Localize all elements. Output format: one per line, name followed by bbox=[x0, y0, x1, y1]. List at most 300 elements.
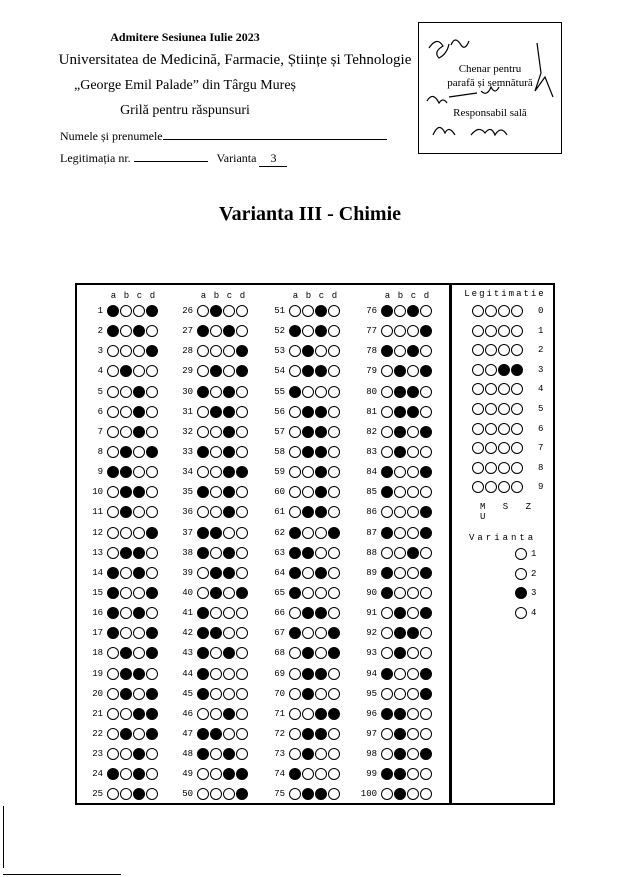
answer-bubble-a[interactable] bbox=[107, 466, 119, 478]
answer-bubble-b[interactable] bbox=[394, 406, 406, 418]
answer-bubble-b[interactable] bbox=[302, 325, 314, 337]
answer-bubble-d[interactable] bbox=[236, 345, 248, 357]
answer-bubble-a[interactable] bbox=[381, 708, 393, 720]
legitimatie-bubble[interactable] bbox=[485, 383, 497, 395]
answer-bubble-b[interactable] bbox=[120, 325, 132, 337]
legitimatie-bubble[interactable] bbox=[485, 403, 497, 415]
answer-bubble-d[interactable] bbox=[146, 325, 158, 337]
answer-bubble-b[interactable] bbox=[120, 386, 132, 398]
answer-bubble-c[interactable] bbox=[315, 426, 327, 438]
answer-bubble-b[interactable] bbox=[394, 386, 406, 398]
answer-bubble-b[interactable] bbox=[394, 647, 406, 659]
answer-bubble-c[interactable] bbox=[407, 386, 419, 398]
answer-bubble-a[interactable] bbox=[289, 708, 301, 720]
answer-bubble-d[interactable] bbox=[236, 647, 248, 659]
answer-bubble-d[interactable] bbox=[328, 365, 340, 377]
answer-bubble-a[interactable] bbox=[107, 426, 119, 438]
answer-bubble-c[interactable] bbox=[133, 486, 145, 498]
answer-bubble-b[interactable] bbox=[120, 506, 132, 518]
answer-bubble-d[interactable] bbox=[146, 345, 158, 357]
answer-bubble-b[interactable] bbox=[120, 728, 132, 740]
answer-bubble-b[interactable] bbox=[302, 466, 314, 478]
answer-bubble-a[interactable] bbox=[197, 668, 209, 680]
legitimatie-bubble[interactable] bbox=[472, 462, 484, 474]
answer-bubble-a[interactable] bbox=[197, 325, 209, 337]
answer-bubble-a[interactable] bbox=[289, 527, 301, 539]
answer-bubble-b[interactable] bbox=[120, 748, 132, 760]
answer-bubble-d[interactable] bbox=[146, 788, 158, 800]
answer-bubble-c[interactable] bbox=[407, 365, 419, 377]
answer-bubble-a[interactable] bbox=[381, 426, 393, 438]
answer-bubble-d[interactable] bbox=[146, 587, 158, 599]
answer-bubble-c[interactable] bbox=[315, 627, 327, 639]
answer-bubble-b[interactable] bbox=[120, 567, 132, 579]
answer-bubble-a[interactable] bbox=[381, 688, 393, 700]
answer-bubble-d[interactable] bbox=[328, 788, 340, 800]
answer-bubble-c[interactable] bbox=[133, 668, 145, 680]
answer-bubble-d[interactable] bbox=[328, 406, 340, 418]
answer-bubble-b[interactable] bbox=[302, 527, 314, 539]
answer-bubble-b[interactable] bbox=[210, 486, 222, 498]
answer-bubble-d[interactable] bbox=[328, 627, 340, 639]
answer-bubble-b[interactable] bbox=[302, 386, 314, 398]
answer-bubble-a[interactable] bbox=[107, 365, 119, 377]
answer-bubble-c[interactable] bbox=[223, 708, 235, 720]
answer-bubble-a[interactable] bbox=[381, 466, 393, 478]
varianta-bubble[interactable] bbox=[515, 607, 527, 619]
answer-bubble-c[interactable] bbox=[133, 627, 145, 639]
answer-bubble-c[interactable] bbox=[315, 708, 327, 720]
answer-bubble-b[interactable] bbox=[302, 647, 314, 659]
answer-bubble-b[interactable] bbox=[394, 305, 406, 317]
answer-bubble-c[interactable] bbox=[223, 527, 235, 539]
legitimatie-bubble[interactable] bbox=[498, 462, 510, 474]
answer-bubble-d[interactable] bbox=[328, 587, 340, 599]
answer-bubble-c[interactable] bbox=[133, 567, 145, 579]
answer-bubble-a[interactable] bbox=[381, 486, 393, 498]
answer-bubble-a[interactable] bbox=[107, 446, 119, 458]
answer-bubble-b[interactable] bbox=[394, 325, 406, 337]
answer-bubble-d[interactable] bbox=[420, 607, 432, 619]
answer-bubble-d[interactable] bbox=[420, 345, 432, 357]
legitimatie-bubble[interactable] bbox=[498, 364, 510, 376]
answer-bubble-b[interactable] bbox=[302, 446, 314, 458]
answer-bubble-a[interactable] bbox=[289, 406, 301, 418]
answer-bubble-a[interactable] bbox=[107, 527, 119, 539]
legitimatie-bubble[interactable] bbox=[511, 305, 523, 317]
answer-bubble-d[interactable] bbox=[236, 527, 248, 539]
answer-bubble-b[interactable] bbox=[210, 527, 222, 539]
answer-bubble-c[interactable] bbox=[407, 788, 419, 800]
answer-bubble-d[interactable] bbox=[328, 668, 340, 680]
answer-bubble-b[interactable] bbox=[210, 708, 222, 720]
answer-bubble-b[interactable] bbox=[302, 708, 314, 720]
answer-bubble-d[interactable] bbox=[420, 688, 432, 700]
answer-bubble-d[interactable] bbox=[420, 708, 432, 720]
answer-bubble-d[interactable] bbox=[420, 406, 432, 418]
name-field[interactable] bbox=[60, 129, 387, 144]
answer-bubble-a[interactable] bbox=[289, 668, 301, 680]
legitimatie-bubble[interactable] bbox=[472, 442, 484, 454]
answer-bubble-b[interactable] bbox=[120, 305, 132, 317]
answer-bubble-a[interactable] bbox=[289, 486, 301, 498]
answer-bubble-b[interactable] bbox=[120, 788, 132, 800]
answer-bubble-c[interactable] bbox=[133, 647, 145, 659]
answer-bubble-d[interactable] bbox=[328, 567, 340, 579]
answer-bubble-b[interactable] bbox=[394, 748, 406, 760]
legitimatie-bubble[interactable] bbox=[498, 481, 510, 493]
answer-bubble-b[interactable] bbox=[302, 768, 314, 780]
answer-bubble-a[interactable] bbox=[107, 688, 119, 700]
answer-bubble-c[interactable] bbox=[223, 627, 235, 639]
answer-bubble-c[interactable] bbox=[315, 486, 327, 498]
answer-bubble-a[interactable] bbox=[107, 325, 119, 337]
answer-bubble-b[interactable] bbox=[394, 688, 406, 700]
answer-bubble-c[interactable] bbox=[407, 486, 419, 498]
answer-bubble-a[interactable] bbox=[289, 688, 301, 700]
answer-bubble-b[interactable] bbox=[394, 788, 406, 800]
answer-bubble-a[interactable] bbox=[381, 446, 393, 458]
answer-bubble-b[interactable] bbox=[120, 768, 132, 780]
answer-bubble-b[interactable] bbox=[394, 668, 406, 680]
answer-bubble-d[interactable] bbox=[236, 607, 248, 619]
answer-bubble-b[interactable] bbox=[120, 426, 132, 438]
answer-bubble-b[interactable] bbox=[210, 607, 222, 619]
answer-bubble-c[interactable] bbox=[223, 788, 235, 800]
answer-bubble-b[interactable] bbox=[302, 607, 314, 619]
answer-bubble-c[interactable] bbox=[223, 587, 235, 599]
name-blank[interactable] bbox=[163, 129, 387, 140]
legitimatie-bubble[interactable] bbox=[472, 423, 484, 435]
answer-bubble-b[interactable] bbox=[210, 567, 222, 579]
answer-bubble-a[interactable] bbox=[107, 768, 119, 780]
answer-bubble-c[interactable] bbox=[133, 728, 145, 740]
answer-bubble-b[interactable] bbox=[302, 688, 314, 700]
answer-bubble-d[interactable] bbox=[146, 426, 158, 438]
answer-bubble-c[interactable] bbox=[407, 668, 419, 680]
answer-bubble-b[interactable] bbox=[120, 547, 132, 559]
answer-bubble-a[interactable] bbox=[289, 768, 301, 780]
answer-bubble-b[interactable] bbox=[394, 587, 406, 599]
answer-bubble-b[interactable] bbox=[394, 426, 406, 438]
answer-bubble-d[interactable] bbox=[328, 466, 340, 478]
legitimatie-bubble[interactable] bbox=[485, 481, 497, 493]
answer-bubble-d[interactable] bbox=[328, 446, 340, 458]
answer-bubble-c[interactable] bbox=[407, 748, 419, 760]
answer-bubble-b[interactable] bbox=[302, 426, 314, 438]
answer-bubble-a[interactable] bbox=[381, 587, 393, 599]
answer-bubble-c[interactable] bbox=[223, 345, 235, 357]
answer-bubble-a[interactable] bbox=[197, 688, 209, 700]
answer-bubble-a[interactable] bbox=[197, 486, 209, 498]
answer-bubble-a[interactable] bbox=[381, 788, 393, 800]
answer-bubble-c[interactable] bbox=[133, 426, 145, 438]
answer-bubble-b[interactable] bbox=[302, 486, 314, 498]
answer-bubble-d[interactable] bbox=[146, 748, 158, 760]
answer-bubble-c[interactable] bbox=[133, 386, 145, 398]
answer-bubble-d[interactable] bbox=[146, 466, 158, 478]
answer-bubble-c[interactable] bbox=[407, 688, 419, 700]
answer-bubble-d[interactable] bbox=[236, 567, 248, 579]
answer-bubble-c[interactable] bbox=[407, 708, 419, 720]
answer-bubble-b[interactable] bbox=[394, 486, 406, 498]
answer-bubble-b[interactable] bbox=[394, 446, 406, 458]
answer-bubble-a[interactable] bbox=[197, 567, 209, 579]
answer-bubble-b[interactable] bbox=[210, 748, 222, 760]
answer-bubble-d[interactable] bbox=[146, 527, 158, 539]
answer-bubble-b[interactable] bbox=[302, 668, 314, 680]
answer-bubble-a[interactable] bbox=[289, 426, 301, 438]
answer-bubble-b[interactable] bbox=[210, 305, 222, 317]
answer-bubble-d[interactable] bbox=[146, 688, 158, 700]
answer-bubble-a[interactable] bbox=[107, 668, 119, 680]
answer-bubble-c[interactable] bbox=[315, 527, 327, 539]
answer-bubble-a[interactable] bbox=[197, 728, 209, 740]
answer-bubble-a[interactable] bbox=[381, 547, 393, 559]
answer-bubble-c[interactable] bbox=[315, 587, 327, 599]
answer-bubble-a[interactable] bbox=[197, 527, 209, 539]
answer-bubble-c[interactable] bbox=[407, 305, 419, 317]
answer-bubble-c[interactable] bbox=[407, 406, 419, 418]
answer-bubble-d[interactable] bbox=[236, 406, 248, 418]
answer-bubble-b[interactable] bbox=[394, 768, 406, 780]
answer-bubble-b[interactable] bbox=[210, 788, 222, 800]
answer-bubble-a[interactable] bbox=[381, 386, 393, 398]
answer-bubble-b[interactable] bbox=[210, 688, 222, 700]
answer-bubble-b[interactable] bbox=[120, 587, 132, 599]
answer-bubble-d[interactable] bbox=[328, 325, 340, 337]
answer-bubble-c[interactable] bbox=[315, 547, 327, 559]
answer-bubble-b[interactable] bbox=[394, 527, 406, 539]
answer-bubble-c[interactable] bbox=[315, 728, 327, 740]
answer-bubble-d[interactable] bbox=[420, 768, 432, 780]
answer-bubble-a[interactable] bbox=[107, 386, 119, 398]
answer-bubble-b[interactable] bbox=[302, 748, 314, 760]
answer-bubble-d[interactable] bbox=[236, 305, 248, 317]
answer-bubble-d[interactable] bbox=[420, 567, 432, 579]
answer-bubble-b[interactable] bbox=[302, 587, 314, 599]
answer-bubble-b[interactable] bbox=[302, 506, 314, 518]
answer-bubble-c[interactable] bbox=[223, 668, 235, 680]
answer-bubble-b[interactable] bbox=[210, 768, 222, 780]
answer-bubble-d[interactable] bbox=[328, 547, 340, 559]
answer-bubble-a[interactable] bbox=[107, 607, 119, 619]
answer-bubble-c[interactable] bbox=[133, 345, 145, 357]
answer-bubble-b[interactable] bbox=[302, 547, 314, 559]
answer-bubble-c[interactable] bbox=[223, 567, 235, 579]
answer-bubble-c[interactable] bbox=[315, 305, 327, 317]
legitimatie-bubble[interactable] bbox=[485, 344, 497, 356]
answer-bubble-d[interactable] bbox=[146, 547, 158, 559]
answer-bubble-d[interactable] bbox=[236, 587, 248, 599]
answer-bubble-d[interactable] bbox=[420, 506, 432, 518]
legitimatie-bubble[interactable] bbox=[472, 383, 484, 395]
answer-bubble-d[interactable] bbox=[328, 768, 340, 780]
legitimatie-bubble[interactable] bbox=[472, 481, 484, 493]
answer-bubble-d[interactable] bbox=[328, 345, 340, 357]
answer-bubble-c[interactable] bbox=[223, 365, 235, 377]
answer-bubble-d[interactable] bbox=[328, 607, 340, 619]
answer-bubble-c[interactable] bbox=[133, 768, 145, 780]
answer-bubble-b[interactable] bbox=[120, 486, 132, 498]
answer-bubble-a[interactable] bbox=[107, 567, 119, 579]
answer-bubble-b[interactable] bbox=[210, 647, 222, 659]
answer-bubble-a[interactable] bbox=[197, 647, 209, 659]
answer-bubble-d[interactable] bbox=[328, 426, 340, 438]
answer-bubble-b[interactable] bbox=[210, 728, 222, 740]
answer-bubble-c[interactable] bbox=[407, 647, 419, 659]
answer-bubble-d[interactable] bbox=[420, 668, 432, 680]
answer-bubble-b[interactable] bbox=[302, 365, 314, 377]
answer-bubble-d[interactable] bbox=[146, 708, 158, 720]
answer-bubble-a[interactable] bbox=[381, 345, 393, 357]
legitimatie-bubble[interactable] bbox=[485, 364, 497, 376]
answer-bubble-a[interactable] bbox=[381, 527, 393, 539]
answer-bubble-a[interactable] bbox=[197, 305, 209, 317]
answer-bubble-a[interactable] bbox=[289, 466, 301, 478]
answer-bubble-c[interactable] bbox=[315, 748, 327, 760]
answer-bubble-b[interactable] bbox=[394, 607, 406, 619]
answer-bubble-a[interactable] bbox=[289, 607, 301, 619]
answer-bubble-a[interactable] bbox=[197, 426, 209, 438]
answer-bubble-a[interactable] bbox=[289, 547, 301, 559]
legitimatie-bubble[interactable] bbox=[511, 423, 523, 435]
answer-bubble-d[interactable] bbox=[146, 365, 158, 377]
answer-bubble-d[interactable] bbox=[420, 446, 432, 458]
answer-bubble-c[interactable] bbox=[223, 728, 235, 740]
answer-bubble-c[interactable] bbox=[133, 325, 145, 337]
answer-bubble-c[interactable] bbox=[133, 547, 145, 559]
answer-bubble-c[interactable] bbox=[133, 587, 145, 599]
answer-bubble-a[interactable] bbox=[289, 788, 301, 800]
answer-bubble-b[interactable] bbox=[120, 607, 132, 619]
answer-bubble-d[interactable] bbox=[420, 305, 432, 317]
answer-bubble-a[interactable] bbox=[107, 627, 119, 639]
answer-bubble-a[interactable] bbox=[197, 365, 209, 377]
answer-bubble-c[interactable] bbox=[223, 325, 235, 337]
answer-bubble-c[interactable] bbox=[315, 567, 327, 579]
answer-bubble-d[interactable] bbox=[236, 446, 248, 458]
answer-bubble-a[interactable] bbox=[289, 386, 301, 398]
legitimatie-bubble[interactable] bbox=[485, 462, 497, 474]
varianta-bubble[interactable] bbox=[515, 548, 527, 560]
answer-bubble-b[interactable] bbox=[302, 567, 314, 579]
answer-bubble-a[interactable] bbox=[107, 547, 119, 559]
answer-bubble-d[interactable] bbox=[420, 627, 432, 639]
answer-bubble-a[interactable] bbox=[381, 365, 393, 377]
answer-bubble-d[interactable] bbox=[236, 506, 248, 518]
answer-bubble-d[interactable] bbox=[236, 365, 248, 377]
answer-bubble-a[interactable] bbox=[381, 768, 393, 780]
answer-bubble-c[interactable] bbox=[315, 325, 327, 337]
answer-bubble-d[interactable] bbox=[420, 466, 432, 478]
answer-bubble-b[interactable] bbox=[210, 627, 222, 639]
answer-bubble-d[interactable] bbox=[420, 788, 432, 800]
answer-bubble-d[interactable] bbox=[146, 486, 158, 498]
answer-bubble-d[interactable] bbox=[420, 647, 432, 659]
answer-bubble-c[interactable] bbox=[407, 728, 419, 740]
answer-bubble-c[interactable] bbox=[223, 486, 235, 498]
answer-bubble-a[interactable] bbox=[197, 788, 209, 800]
answer-bubble-d[interactable] bbox=[328, 386, 340, 398]
legitimatie-bubble[interactable] bbox=[472, 325, 484, 337]
answer-bubble-a[interactable] bbox=[197, 466, 209, 478]
answer-bubble-a[interactable] bbox=[197, 345, 209, 357]
legitimatie-bubble[interactable] bbox=[511, 481, 523, 493]
answer-bubble-d[interactable] bbox=[236, 466, 248, 478]
answer-bubble-a[interactable] bbox=[381, 728, 393, 740]
answer-bubble-a[interactable] bbox=[107, 406, 119, 418]
answer-bubble-b[interactable] bbox=[210, 466, 222, 478]
legitimatie-bubble[interactable] bbox=[472, 364, 484, 376]
answer-bubble-a[interactable] bbox=[197, 506, 209, 518]
answer-bubble-b[interactable] bbox=[120, 647, 132, 659]
answer-bubble-c[interactable] bbox=[223, 305, 235, 317]
answer-bubble-a[interactable] bbox=[107, 788, 119, 800]
answer-bubble-a[interactable] bbox=[381, 406, 393, 418]
answer-bubble-d[interactable] bbox=[146, 768, 158, 780]
answer-bubble-a[interactable] bbox=[107, 728, 119, 740]
answer-bubble-c[interactable] bbox=[315, 386, 327, 398]
legitimatie-bubble[interactable] bbox=[485, 325, 497, 337]
answer-bubble-a[interactable] bbox=[107, 486, 119, 498]
answer-bubble-c[interactable] bbox=[407, 547, 419, 559]
answer-bubble-d[interactable] bbox=[236, 627, 248, 639]
answer-bubble-d[interactable] bbox=[146, 305, 158, 317]
answer-bubble-a[interactable] bbox=[107, 305, 119, 317]
answer-bubble-b[interactable] bbox=[210, 345, 222, 357]
answer-bubble-b[interactable] bbox=[394, 466, 406, 478]
answer-bubble-b[interactable] bbox=[302, 345, 314, 357]
answer-bubble-b[interactable] bbox=[120, 688, 132, 700]
answer-bubble-a[interactable] bbox=[289, 506, 301, 518]
legitimatie-bubble[interactable] bbox=[498, 344, 510, 356]
varianta-bubble[interactable] bbox=[515, 587, 527, 599]
answer-bubble-d[interactable] bbox=[420, 365, 432, 377]
answer-bubble-a[interactable] bbox=[197, 386, 209, 398]
answer-bubble-c[interactable] bbox=[407, 768, 419, 780]
answer-bubble-d[interactable] bbox=[146, 668, 158, 680]
answer-bubble-d[interactable] bbox=[146, 406, 158, 418]
answer-bubble-c[interactable] bbox=[133, 688, 145, 700]
answer-bubble-c[interactable] bbox=[315, 406, 327, 418]
answer-bubble-d[interactable] bbox=[236, 748, 248, 760]
answer-bubble-c[interactable] bbox=[407, 627, 419, 639]
answer-bubble-c[interactable] bbox=[315, 688, 327, 700]
answer-bubble-a[interactable] bbox=[289, 748, 301, 760]
answer-bubble-a[interactable] bbox=[197, 406, 209, 418]
answer-bubble-b[interactable] bbox=[394, 567, 406, 579]
answer-bubble-d[interactable] bbox=[420, 426, 432, 438]
answer-bubble-b[interactable] bbox=[120, 406, 132, 418]
answer-bubble-c[interactable] bbox=[407, 567, 419, 579]
answer-bubble-d[interactable] bbox=[328, 527, 340, 539]
answer-bubble-b[interactable] bbox=[394, 728, 406, 740]
legitimatie-bubble[interactable] bbox=[498, 383, 510, 395]
answer-bubble-d[interactable] bbox=[236, 668, 248, 680]
answer-bubble-c[interactable] bbox=[407, 587, 419, 599]
answer-bubble-c[interactable] bbox=[223, 506, 235, 518]
answer-bubble-d[interactable] bbox=[146, 567, 158, 579]
legitimatie-bubble[interactable] bbox=[498, 325, 510, 337]
answer-bubble-a[interactable] bbox=[197, 446, 209, 458]
answer-bubble-a[interactable] bbox=[381, 668, 393, 680]
legitimatie-bubble[interactable] bbox=[511, 383, 523, 395]
answer-bubble-c[interactable] bbox=[407, 466, 419, 478]
answer-bubble-c[interactable] bbox=[315, 788, 327, 800]
answer-bubble-b[interactable] bbox=[302, 728, 314, 740]
answer-bubble-d[interactable] bbox=[236, 386, 248, 398]
